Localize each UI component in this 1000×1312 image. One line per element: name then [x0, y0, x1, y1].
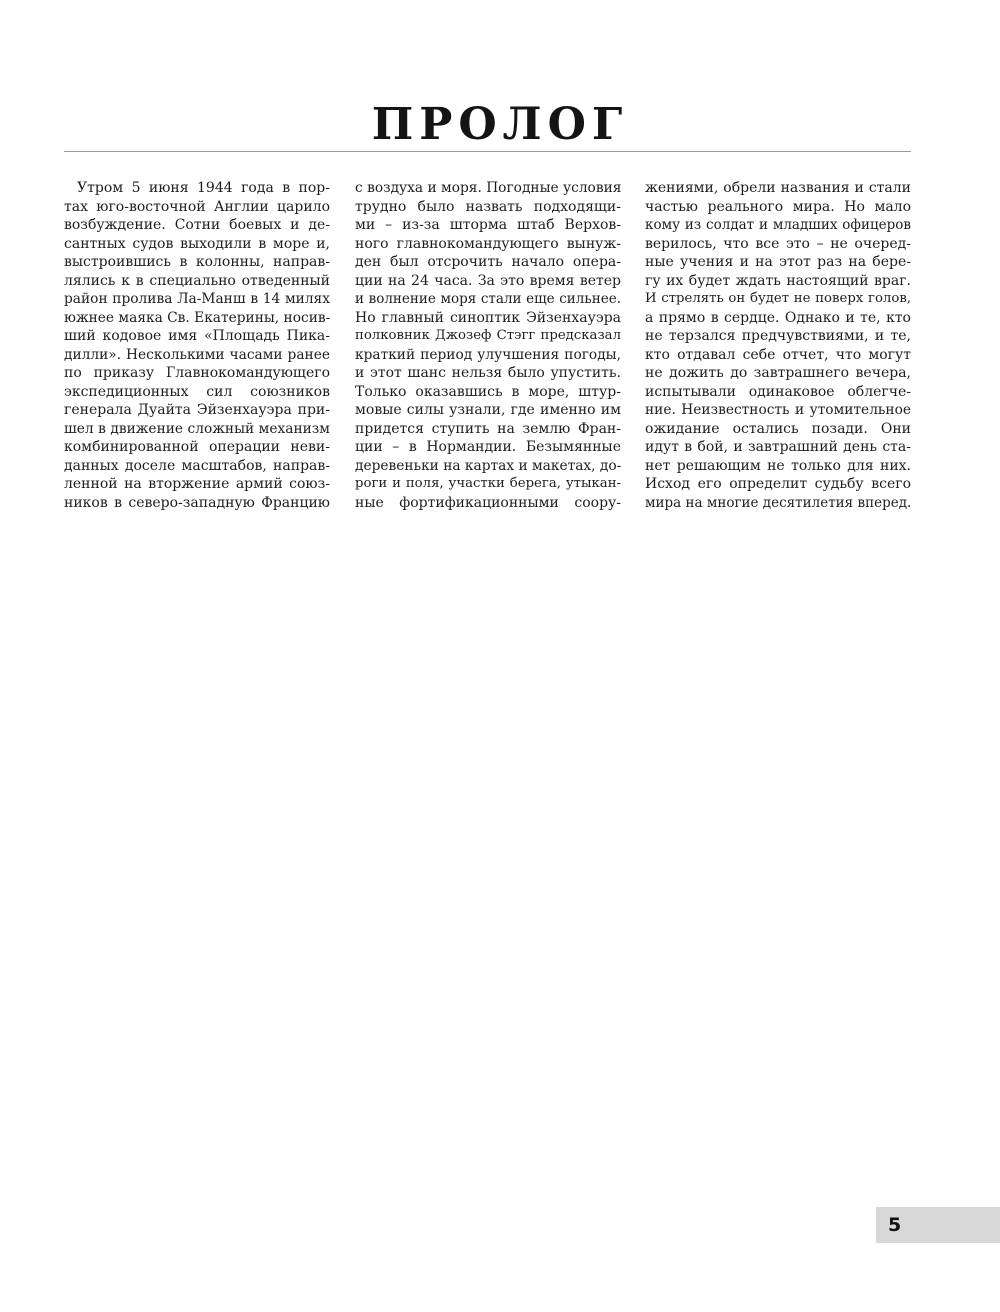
text-column-3: [645, 179, 911, 539]
text-line: генерала Дуайта Эйзенхауэра при-: [64, 402, 330, 418]
text-line: деревеньки на картах и макетах, до-: [355, 457, 621, 474]
page-number-tab: [876, 1207, 1000, 1243]
text-line: южнее маяка Св. Екатерины, носив-: [64, 309, 330, 326]
text-line: ден был отсрочить начало опера-: [355, 254, 621, 270]
text-line: и этот шанс нельзя было упустить.: [355, 365, 621, 381]
text-column-1: [64, 179, 330, 539]
text-line: район пролива Ла-Манш в 14 милях: [64, 291, 330, 307]
text-line: ников в северо-западную Францию: [64, 494, 330, 511]
text-line: ции – в Нормандии. Безымянные: [355, 439, 621, 455]
text-line: дилли». Несколькими часами ранее: [64, 346, 330, 363]
text-line: жениями, обрели названия и стали: [645, 180, 911, 196]
text-line: верилось, что все это – не очеред-: [645, 235, 911, 252]
text-line: ленной на вторжение армий союз-: [64, 476, 330, 492]
title-divider: [64, 151, 911, 152]
text-line: кто отдавал себе отчет, что могут: [645, 346, 911, 363]
text-line: испытывали одинаковое облегче-: [645, 383, 911, 400]
text-line: по приказу Главнокомандующего: [64, 365, 330, 381]
text-line: с воздуха и моря. Погодные условия: [355, 180, 621, 196]
page-number: 5: [888, 1214, 902, 1236]
text-line: Утром 5 июня 1944 года в пор-: [77, 180, 330, 196]
text-line: полковник Джозеф Стэгг предсказал: [355, 328, 621, 343]
text-line: ции на 24 часа. За это время ветер: [355, 272, 621, 289]
text-line: ми – из-за шторма штаб Верхов-: [355, 217, 621, 233]
text-line: не терзался предчувствиями, и те,: [645, 328, 911, 344]
text-line: экспедиционных сил союзников: [64, 383, 330, 400]
text-line: частью реального мира. Но мало: [645, 198, 911, 215]
text-line: данных доселе масштабов, направ-: [64, 457, 330, 474]
text-line: нет решающим не только для них.: [645, 457, 911, 474]
text-line: трудно было назвать подходящи-: [355, 198, 621, 215]
text-line: кому из солдат и младших офицеров: [645, 217, 911, 233]
text-line: гу их будет ждать настоящий враг.: [645, 272, 911, 289]
text-line: возбуждение. Сотни боевых и де-: [64, 217, 330, 233]
text-line: Но главный синоптик Эйзенхауэра: [355, 309, 621, 326]
text-line: мира на многие десятилетия вперед.: [645, 494, 911, 511]
text-line: ший кодовое имя «Площадь Пика-: [64, 328, 330, 344]
text-line: ного главнокомандующего вынуж-: [355, 235, 621, 252]
text-line: Только оказавшись в море, штур-: [355, 383, 621, 400]
text-line: мовые силы узнали, где именно им: [355, 402, 621, 418]
text-line: Исход его определит судьбу всего: [645, 476, 911, 492]
text-line: тах юго-восточной Англии царило: [64, 198, 330, 215]
text-line: не дожить до завтрашнего вечера,: [645, 365, 911, 381]
text-line: сантных судов выходили в море и,: [64, 235, 330, 252]
text-line: придется ступить на землю Фран-: [355, 420, 621, 437]
page-title: ПРОЛОГ: [371, 99, 629, 150]
text-line: комбинированной операции неви-: [64, 439, 330, 455]
text-column-2: [355, 179, 621, 539]
text-line: роги и поля, участки берега, утыкан-: [355, 476, 621, 491]
text-line: ние. Неизвестность и утомительное: [645, 402, 911, 418]
text-line: а прямо в сердце. Однако и те, кто: [645, 309, 911, 326]
text-line: краткий период улучшения погоды,: [355, 346, 621, 363]
text-line: ожидание остались позади. Они: [645, 420, 911, 437]
text-line: ные фортификационными соору-: [355, 494, 621, 511]
text-line: ные учения и на этот раз на бере-: [645, 254, 911, 270]
text-line: идут в бой, и завтрашний день ста-: [645, 439, 911, 455]
text-line: и волнение моря стали еще сильнее.: [355, 291, 621, 307]
text-line: И стрелять он будет не поверх голов,: [645, 291, 911, 306]
text-line: выстроившись в колонны, направ-: [64, 254, 330, 270]
text-line: шел в движение сложный механизм: [64, 420, 330, 437]
text-line: лялись к в специально отведенный: [64, 272, 330, 289]
